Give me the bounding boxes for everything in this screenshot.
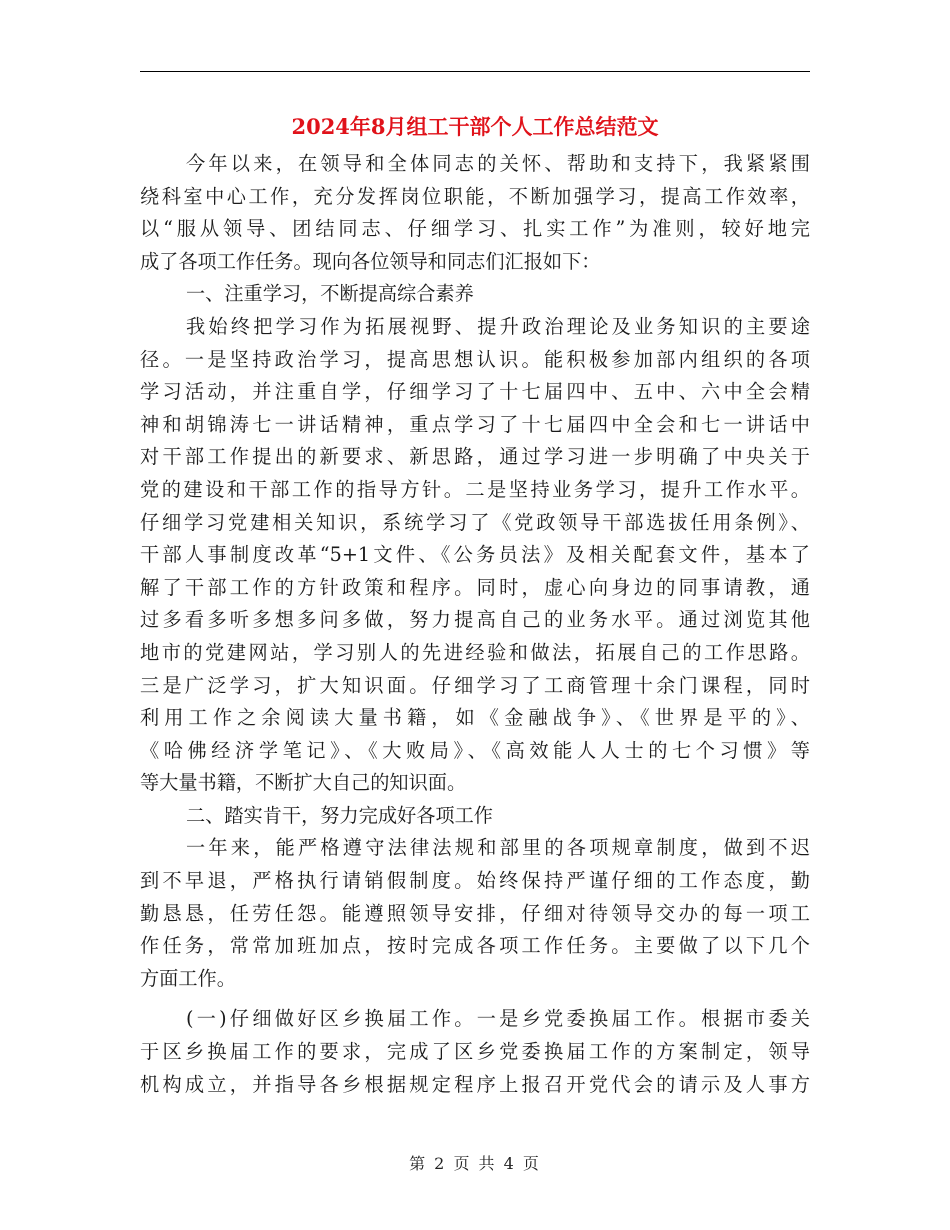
body-line: 绕科室中心工作，充分发挥岗位职能，不断加强学习，提高工作效率， bbox=[140, 184, 810, 208]
body-line: 一年来，能严格遵守法律法规和部里的各项规章制度，做到不迟 bbox=[186, 836, 810, 860]
body-line: 地市的党建网站，学习别人的先进经验和做法，拓展自己的工作思路。 bbox=[140, 640, 810, 664]
body-line: 对干部工作提出的新要求、新思路，通过学习进一步明确了中央关于 bbox=[140, 445, 810, 469]
body-line: 学习活动，并注重自学，仔细学习了十七届四中、五中、六中全会精 bbox=[140, 380, 810, 404]
body-line: 二、踏实肯干，努力完成好各项工作 bbox=[186, 803, 493, 827]
document-title: 2024年8月组工干部个人工作总结范文 bbox=[291, 114, 659, 139]
body-line: 到不早退，严格执行请销假制度。始终保持严谨仔细的工作态度，勤 bbox=[140, 869, 810, 893]
header-rule bbox=[140, 71, 810, 72]
body-line: 一、注重学习，不断提高综合素养 bbox=[186, 282, 474, 306]
body-line: 我始终把学习作为拓展视野、提升政治理论及业务知识的主要途 bbox=[186, 314, 810, 338]
body-line: 今年以来，在领导和全体同志的关怀、帮助和支持下，我紧紧围 bbox=[186, 152, 810, 175]
body-line: 仔细学习党建相关知识，系统学习了《党政领导干部选拔任用条例》、 bbox=[140, 510, 810, 534]
body-line: 党的建设和干部工作的指导方针。二是坚持业务学习，提升工作水平。 bbox=[140, 477, 810, 501]
body-line: 勤恳恳，任劳任怨。能遵照领导安排，仔细对待领导交办的每一项工 bbox=[140, 901, 810, 925]
body-line: 机构成立，并指导各乡根据规定程序上报召开党代会的请示及人事方 bbox=[140, 1072, 810, 1096]
body-line: 利用工作之余阅读大量书籍，如《金融战争》、《世界是平的》、 bbox=[140, 706, 810, 730]
body-line: 成了各项工作任务。现向各位领导和同志们汇报如下： bbox=[140, 249, 601, 273]
body-line: 于区乡换届工作的要求，完成了区乡党委换届工作的方案制定，领导 bbox=[140, 1040, 810, 1064]
body-line: (一)仔细做好区乡换届工作。一是乡党委换届工作。根据市委关 bbox=[186, 1007, 810, 1031]
page-number: 第 2 页 共 4 页 bbox=[409, 1154, 541, 1173]
body-line: 三是广泛学习，扩大知识面。仔细学习了工商管理十余门课程，同时 bbox=[140, 673, 810, 697]
body-line: 《哈佛经济学笔记》、《大败局》、《高效能人人士的七个习惯》等 bbox=[140, 738, 810, 762]
body-line: 干部人事制度改革“5+1文件、《公务员法》及相关配套文件，基本了 bbox=[140, 543, 810, 567]
body-line: 神和胡锦涛七一讲话精神，重点学习了十七届四中全会和七一讲话中 bbox=[140, 412, 810, 436]
body-line: 径。一是坚持政治学习，提高思想认识。能积极参加部内组织的各项 bbox=[140, 347, 810, 371]
body-line: 以“服从领导、团结同志、仔细学习、扎实工作”为准则，较好地完 bbox=[140, 217, 810, 241]
body-line: 方面工作。 bbox=[140, 966, 236, 990]
body-line: 过多看多听多想多问多做，努力提高自己的业务水平。通过浏览其他 bbox=[140, 608, 810, 632]
body-line: 解了干部工作的方针政策和程序。同时，虚心向身边的同事请教，通 bbox=[140, 575, 810, 599]
document-body bbox=[140, 148, 810, 1101]
body-line: 等大量书籍，不断扩大自己的知识面。 bbox=[140, 771, 467, 795]
body-line: 作任务，常常加班加点，按时完成各项工作任务。主要做了以下几个 bbox=[140, 934, 810, 958]
